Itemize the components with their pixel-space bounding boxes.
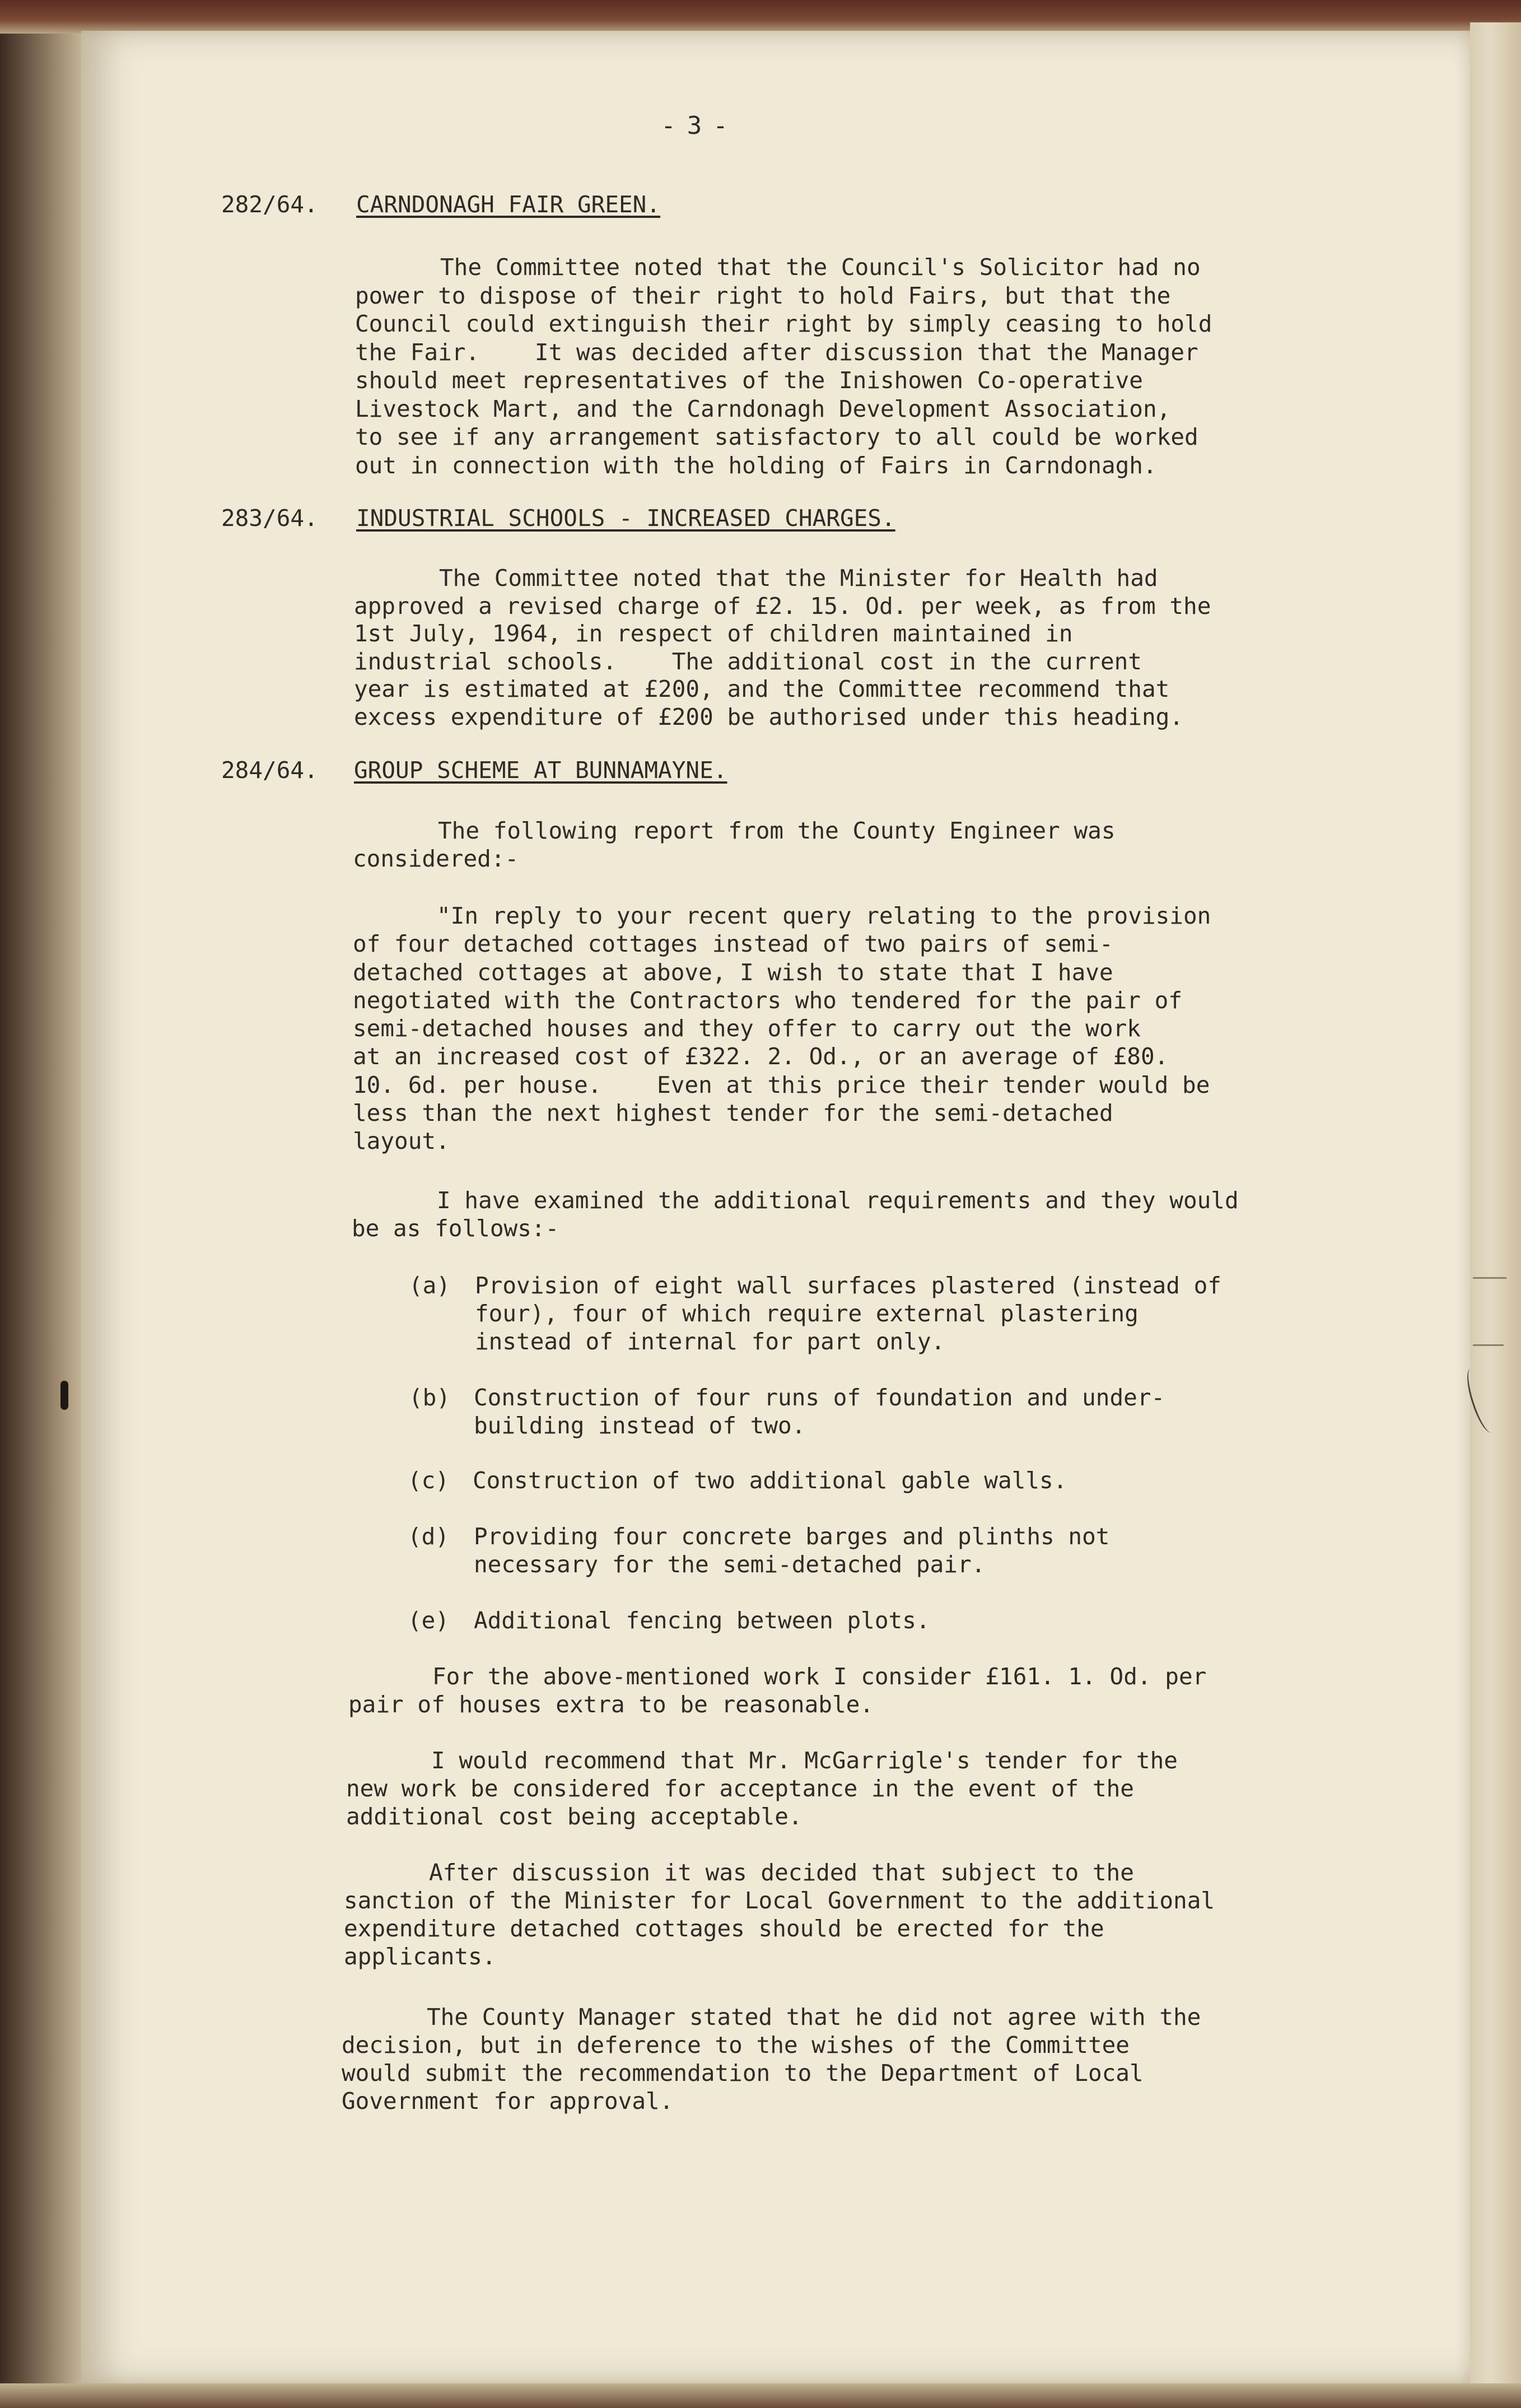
item-text: Additional fencing between plots. <box>474 1607 930 1634</box>
item-label: (c) <box>408 1467 450 1494</box>
item-label: (a) <box>409 1272 451 1299</box>
page-number-value: 3 <box>687 111 713 140</box>
section-heading: INDUSTRIAL SCHOOLS - INCREASED CHARGES. <box>356 505 895 532</box>
section-heading: GROUP SCHEME AT BUNNAMAYNE. <box>354 757 727 784</box>
section-heading: CARNDONAGH FAIR GREEN. <box>356 191 661 218</box>
item-text: Providing four concrete barges and plinths not necessary for the semi-detached pair. <box>474 1523 1110 1578</box>
section-paragraph: The Committee noted that the Council's Solicitor had no power to dispose of their right to hold Fairs, but that the Council could extinguish their right by simply ceasing to hold the Fair. It was decided after discussion that the Manager should meet representatives of the Inishowen Co-operative Livestock Mart, and the Carndonagh Development Association, to see if any arrangement satisfactory to all could be worked out in connection with the holding of Fairs in Carndonagh. <box>355 254 1212 479</box>
item-label: (d) <box>408 1523 450 1550</box>
section-number: 282/64. <box>221 191 318 218</box>
page-dash: - <box>661 111 687 140</box>
recommendation-paragraph: I would recommend that Mr. McGarrigle's tender for the new work be considered for acceptance in the event of the additional cost being acceptable. <box>346 1747 1178 1830</box>
section-paragraph: The Committee noted that the Minister for Health had approved a revised charge of £2. 15. Od. per week, as from the 1st July, 1964, in respect of children maintained in industrial schools. The additional cost in the current year is estimated at £200, and the Committee recommend that excess expenditure of £200 be authorised under this heading. <box>354 565 1211 730</box>
page-number <box>616 112 784 140</box>
section-number: 283/64. <box>221 505 318 532</box>
item-label: (e) <box>408 1607 450 1634</box>
item-label: (b) <box>409 1384 451 1411</box>
engineer-report: "In reply to your recent query relating to the provision of four detached cottages instead of two pairs of semi- detached cottages at above, I wish to state that I have negotiated with the Contractors who tendered for the pair of semi-detached houses and they offer to carry out the work at an increased cost of £322. 2. Od., or an average of £80. 10. 6d. per house. Even at this price their tender would be less than the next highest tender for the semi-detached layout. <box>353 902 1211 1155</box>
cost-paragraph: For the above-mentioned work I consider £161. 1. Od. per pair of houses extra to be reasonable. <box>348 1663 1207 1718</box>
section-number: 284/64. <box>221 757 318 784</box>
item-text: Provision of eight wall surfaces plastered (instead of four), four of which require external plastering instead of internal for part only. <box>475 1272 1221 1355</box>
page-dash: - <box>713 111 739 140</box>
decision-paragraph: After discussion it was decided that subject to the sanction of the Minister for Local Government to the additional expenditure detached cottages should be erected for the applicants. <box>344 1859 1215 1970</box>
report-intro: The following report from the County Engineer was considered:- <box>353 817 1116 872</box>
manager-paragraph: The County Manager stated that he did not agree with the decision, but in deference to the wishes of the Committee would submit the recommendation to the Department of Local Government for approval. <box>342 2004 1201 2114</box>
item-text: Construction of two additional gable walls. <box>473 1467 1067 1494</box>
requirements-intro: I have examined the additional requirements and they would be as follows:- <box>352 1187 1239 1242</box>
item-text: Construction of four runs of foundation and under- building instead of two. <box>474 1384 1165 1439</box>
